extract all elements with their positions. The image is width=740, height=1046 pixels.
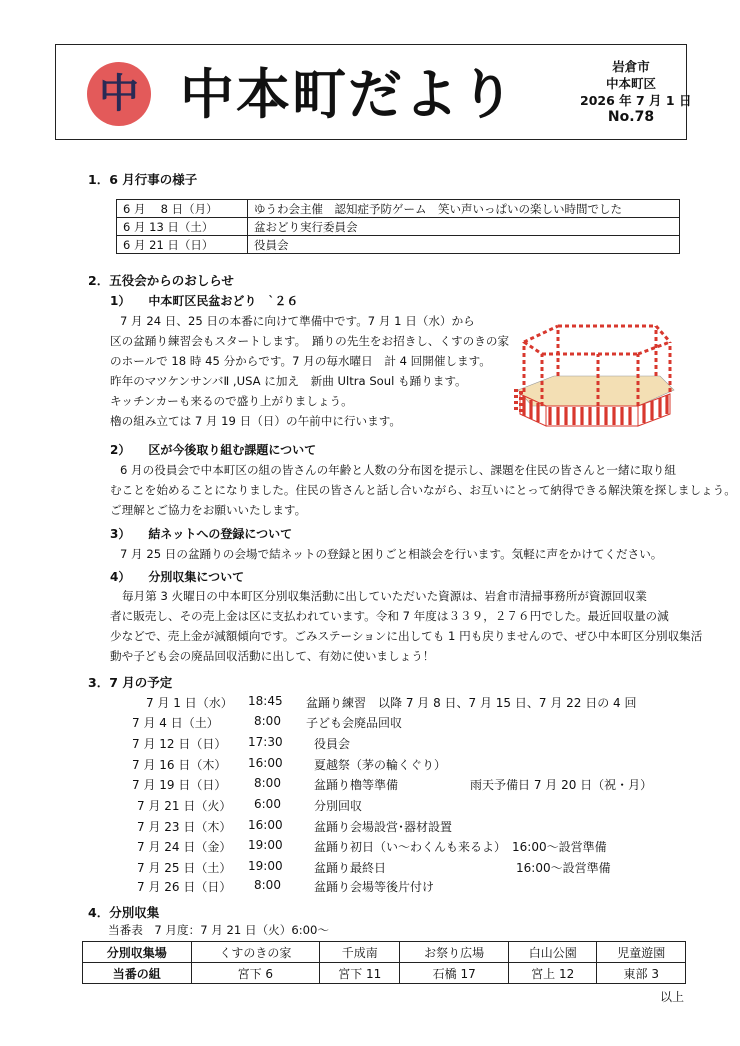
paragraph-line: 昨年のマツケンサンバⅡ ,USA に加え 新曲 Ultra Soul も踊ります。 [110, 374, 467, 388]
paragraph-line: 区の盆踊り練習会もスタートします。 踊りの先生をお招きし、くすのきの家 [110, 334, 510, 348]
paragraph-line: 毎月第 3 火曜日の中本町区分別収集活動に出していただいた資源は、岩倉市清掃事務所が資源回収業 [122, 589, 647, 603]
schedule-date: 7 月 1 日（水） [146, 696, 233, 710]
section1-heading: 1．6 月行事の様子 [88, 172, 198, 187]
schedule-date: 7 月 21 日（火） [137, 799, 232, 813]
paragraph-line: 櫓の組み立ては 7 月 19 日（日）の午前中に行います。 [110, 414, 402, 428]
event-desc: 盆おどり実行委員会 [248, 218, 680, 236]
place-cell: お祭り広場 [400, 942, 509, 963]
section3-heading: 3．7 月の予定 [88, 675, 173, 690]
schedule-time: 19:00 [248, 859, 283, 873]
schedule-note: 16:00～設営準備 [516, 861, 611, 875]
schedule-date: 7 月 25 日（土） [137, 861, 232, 875]
table-row [117, 236, 680, 254]
schedule-date: 7 月 19 日（日） [132, 778, 227, 792]
group-cell: 石橋 17 [400, 963, 509, 984]
logo-mark: 中 [99, 71, 139, 117]
section4-heading: 4．分別収集 [88, 905, 160, 920]
group-cell: 宮下 6 [191, 963, 320, 984]
duty-line: 当番表 7 月度：7 月 21 日（火）6:00～ [108, 923, 330, 937]
city-name: 岩倉市 [612, 59, 650, 74]
schedule-event: 盆踊り会場設営･器材設置 [314, 820, 453, 834]
schedule-event: 分別回収 [314, 799, 363, 813]
event-desc: ゆうわ会主催 認知症予防ゲーム 笑い声いっぱいの楽しい時間でした [248, 200, 680, 218]
event-date: 6 月 21 日（日） [117, 236, 248, 254]
schedule-date: 7 月 24 日（金） [137, 840, 232, 854]
schedule-time: 18:45 [248, 694, 283, 708]
schedule-event: 盆踊り櫓等準備 [314, 778, 399, 792]
schedule-event: 盆踊り練習 以降 7 月 8 日、7 月 15 日、7 月 22 日の 4 回 [306, 696, 637, 710]
schedule-note: 16:00～設営準備 [512, 840, 607, 854]
schedule-date: 7 月 12 日（日） [132, 737, 227, 751]
schedule-date: 7 月 23 日（木） [137, 820, 232, 834]
collection-duty-table [82, 941, 686, 984]
paragraph-line: 少などで、売上金が減額傾向です。ごみステーションに出しても 1 円も戻りませんので、ぜひ中本町区分別収集活 [110, 629, 703, 643]
table-row [117, 200, 680, 218]
paragraph-line: むことを始めることになりました。住民の皆さんと話し合いながら、お互いにとって納得できる解決策を探しましょう。 [110, 483, 736, 497]
item1-body [110, 311, 509, 431]
schedule-time: 16:00 [248, 756, 283, 770]
schedule-date: 7 月 26 日（日） [137, 880, 232, 894]
row-header: 当番の組 [83, 963, 192, 984]
masthead-info [580, 58, 692, 126]
event-desc: 役員会 [248, 236, 680, 254]
paragraph-line: 6 月の役員会で中本町区の組の皆さんの年齢と人数の分布図を提示し、課題を住民の皆さんと一緒に取り組 [120, 463, 676, 477]
paragraph-line: 7 月 24 日、25 日の本番に向けて準備中です。7 月 1 日（水）から [120, 314, 475, 328]
issue-number: No.78 [607, 109, 655, 125]
schedule-time: 16:00 [248, 818, 283, 832]
group-cell: 宮下 11 [320, 963, 400, 984]
yagura-illustration [510, 314, 682, 434]
table-row [83, 942, 686, 963]
item3-body [120, 544, 662, 564]
place-cell: 児童遊園 [597, 942, 686, 963]
schedule-event: 夏越祭（茅の輪くぐり） [314, 758, 447, 772]
paragraph-line: キッチンカーも来るので盛り上がりましょう。 [110, 394, 353, 408]
paragraph-line: 者に販売し、その売上金は区に支払われています。令和 7 年度は３３９，２７６円でした。最近回収量の減 [110, 609, 669, 623]
paragraph-line: 7 月 25 日の盆踊りの会場で結ネットの登録と困りごと相談会を行います。気軽に声をかけてください。 [120, 547, 663, 561]
item2-heading: 2） 区が今後取り組む課題について [110, 443, 317, 457]
june-events-table [116, 199, 680, 254]
item4-body [110, 586, 702, 666]
issue-date: 2026 年 7 月 1 日 [580, 93, 692, 108]
paragraph-line: のホールで 18 時 45 分からです。7 月の毎水曜日 計 4 回開催します。 [110, 354, 491, 368]
paragraph-line: ご理解とご協力をお願いいたします。 [110, 503, 307, 517]
group-cell: 宮上 12 [508, 963, 597, 984]
schedule-note: 雨天予備日 7 月 20 日（祝・月） [470, 778, 653, 792]
schedule-event: 盆踊り会場等後片付け [314, 880, 435, 894]
table-row [83, 963, 686, 984]
event-date: 6 月 8 日（月） [117, 200, 248, 218]
schedule-event: 役員会 [314, 737, 351, 751]
schedule-time: 8:00 [254, 776, 281, 790]
paragraph-line: 動や子ども会の廃品回収活動に出して、有効に使いましょう！ [110, 649, 435, 663]
place-cell: くすのきの家 [191, 942, 320, 963]
item1-heading: 1） 中本町区民盆おどり `２６ [110, 294, 299, 308]
district-name: 中本町区 [605, 76, 656, 91]
schedule-time: 19:00 [248, 838, 283, 852]
table-row [117, 218, 680, 236]
schedule-event: 盆踊り最終日 [314, 861, 387, 875]
item3-heading: 3） 結ネットへの登録について [110, 527, 293, 541]
schedule-event: 盆踊り初日（い～わくんも来るよ） [314, 840, 507, 854]
schedule-time: 17:30 [248, 735, 283, 749]
place-cell: 千成南 [320, 942, 400, 963]
schedule-time: 6:00 [254, 797, 281, 811]
section2-heading: 2．五役会からのおしらせ [88, 273, 234, 288]
schedule-time: 8:00 [254, 714, 281, 728]
schedule-time: 8:00 [254, 878, 281, 892]
group-cell: 東部 3 [597, 963, 686, 984]
schedule-date: 7 月 4 日（土） [132, 716, 219, 730]
event-date: 6 月 13 日（土） [117, 218, 248, 236]
schedule-date: 7 月 16 日（木） [132, 758, 227, 772]
item4-heading: 4） 分別収集について [110, 570, 245, 584]
closing-mark: 以上 [660, 990, 685, 1004]
schedule-event: 子ども会廃品回収 [306, 716, 403, 730]
item2-body [110, 460, 736, 520]
place-cell: 白山公園 [508, 942, 597, 963]
row-header: 分別収集場 [83, 942, 192, 963]
newsletter-title: 中本町だより [180, 63, 516, 126]
